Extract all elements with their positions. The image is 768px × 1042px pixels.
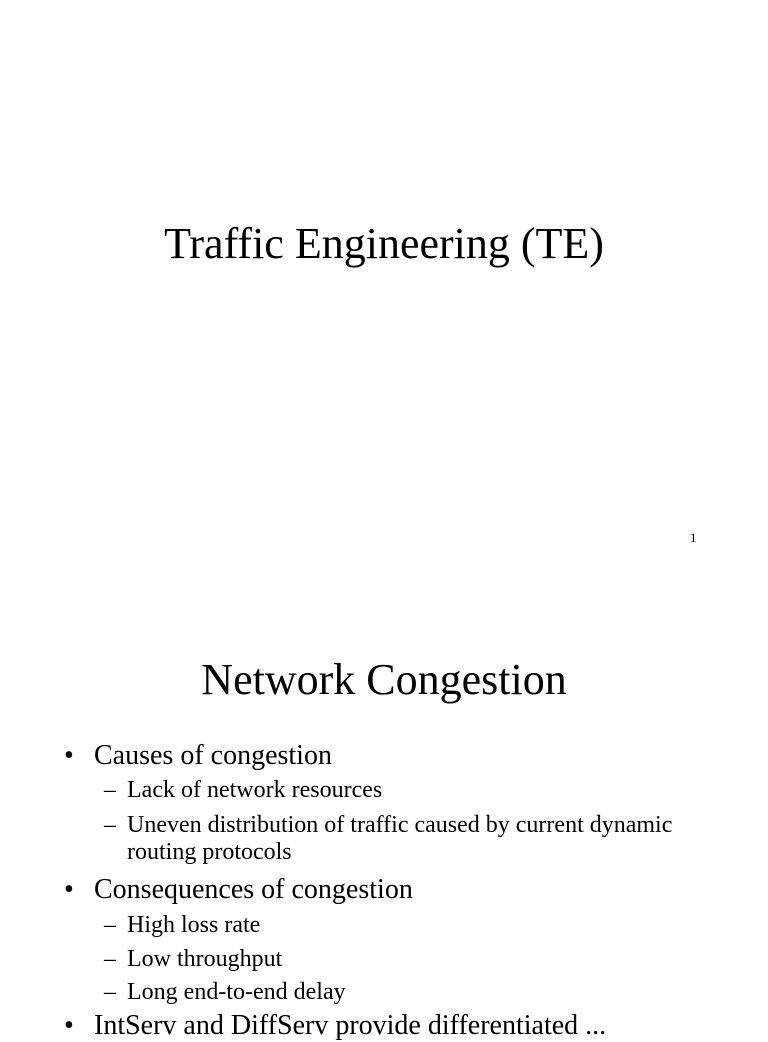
dash-icon: – (104, 777, 116, 803)
sub-bullet-text: High loss rate (127, 912, 261, 938)
bullet-causes (64, 740, 332, 772)
sub-bullet (104, 979, 744, 1006)
sub-bullet (104, 812, 744, 866)
dash-icon: – (104, 912, 116, 938)
sub-bullet-text: Uneven distribution of traffic caused by current dynamic routing protocols (127, 812, 673, 865)
bullet-intserv-diffserv (64, 1010, 606, 1042)
bullet-dot-icon: • (64, 874, 74, 905)
slide-title: Network Congestion (201, 655, 567, 704)
bullet-text: Causes of congestion (94, 740, 332, 771)
sub-bullet (104, 777, 744, 804)
bullet-consequences (64, 874, 413, 906)
dash-icon: – (104, 979, 116, 1005)
bullet-dot-icon: • (64, 740, 74, 771)
sub-bullet-text: Lack of network resources (127, 777, 383, 803)
bullet-text: Consequences of congestion (94, 874, 413, 905)
slide-2 (0, 576, 768, 1041)
sub-bullet-text: Long end-to-end delay (127, 979, 346, 1005)
sub-bullet (104, 946, 744, 973)
bullet-dot-icon: • (64, 1010, 74, 1041)
dash-icon: – (104, 812, 116, 838)
sub-bullet (104, 912, 744, 939)
slide-title: Traffic Engineering (TE) (164, 219, 604, 268)
dash-icon: – (104, 946, 116, 972)
bullet-text: IntServ and DiffServ provide differentiated ... (94, 1010, 607, 1041)
page-number: 1 (690, 530, 697, 545)
sub-bullet-text: Low throughput (127, 946, 283, 972)
